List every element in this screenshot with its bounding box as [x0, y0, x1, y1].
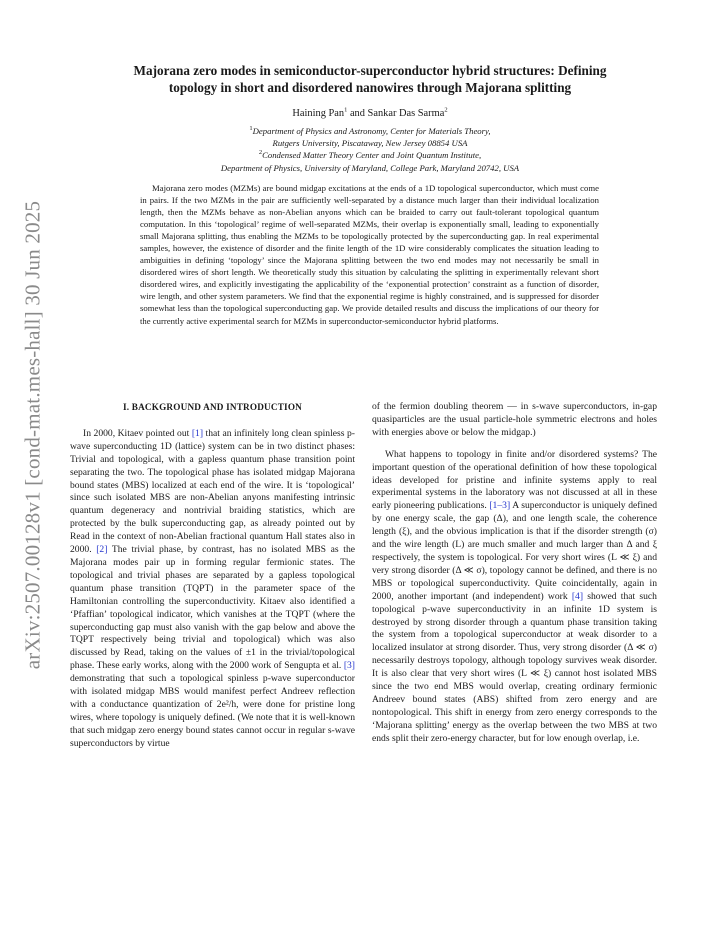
affiliation-2-line-1: [60, 149, 680, 161]
left-column: [70, 401, 355, 751]
affiliations: [60, 125, 680, 174]
title-line-2: topology in short and disordered nanowires through Majorana splitting: [168, 80, 572, 95]
citation-link-2[interactable]: [2]: [96, 544, 108, 556]
affiliation-1-line-1: [60, 125, 680, 137]
text-run: In 2000, Kitaev pointed out: [83, 427, 192, 439]
intro-paragraph-1-continued: of the fermion doubling theorem — in s-wave superconductors, in-gap quasiparticles are the usual particle-hole symmetric electrons and holes with energies above or below the midgap.): [372, 401, 657, 438]
citation-link-3[interactable]: [3]: [343, 660, 355, 672]
text-run: that an infinitely long clean spinless p-wave superconducting 1D (lattice) system can be in two distinct phases: Trivial and topological, with a gapless quantum phase transition point separating the two. The topological phase has isolated midgap Majorana bound states (MBS) localized at each end of the wire. It is ‘topological’ since such isolated MBS are non-Abelian anyons manifesting intrinsic quantum degeneracy and nontrivial braiding statistics, which are protected by the bulk superconducting gap, as already pointed out by Read in the context of non-Abelian fractional quantum Hall states also in 2000.: [70, 427, 355, 556]
citation-link-1[interactable]: [1]: [191, 427, 204, 439]
affiliation-2-line-2: Department of Physics, University of Maryland, College Park, Maryland 20742, USA: [220, 162, 520, 173]
arxiv-identifier-text: arXiv:2507.00128v1 [cond-mat.mes-hall] 30 Jun 2025: [20, 200, 45, 670]
author-1-affil-mark: 1: [344, 106, 348, 114]
intro-paragraph-1: [70, 428, 355, 751]
text-run: The trivial phase, by contrast, has no isolated MBS as the Majorana modes pair up in forming regular fermionic states. The topological and trivial phases are separated by a gapless topological quantum phase transition (TQPT) in the parameter space of the Hamiltonian controlling the superconductivity. Kitaev also identified a ‘Pfaffian’ topological indicator, which vanishes at the TQPT (where the superconducting gap must also vanish with the gap below and above the TQPT respectively being trivial and topological) which was also discussed by Read, taking on the values of ±1 in the trivial/topological phase. These early works, along with the 2000 work of Sengupta et al.: [70, 544, 355, 672]
affiliation-2-text: Condensed Matter Theory Center and Joint Quantum Institute,: [262, 150, 482, 161]
intro-paragraph-2: [372, 449, 657, 746]
citation-link-4[interactable]: [4]: [571, 590, 584, 602]
text-run: showed that such topological p-wave superconductivity in an infinite 1D system is destroyed by strong disorder through a quantum phase transition taking the system from a topological superconductor at weak disorder to a localized insulator at strong disorder. Thus, very strong disorder (Δ ≪ σ) necessarily destroys topology, although topology survives weak disorder. It is also clear that very short wires (L ≪ ξ) cannot host isolated MBS since the two end MBS would overlap, creating ordinary fermionic Andreev bound states (ABS) shifted from zero energy and are nontopological. This shift in energy from zero energy corresponds to the ‘Majorana splitting’ energy as the overlap between the two MBS at two ends split their zero-energy character, but for low enough overlap, i.e.: [372, 590, 657, 744]
author-list: [60, 108, 680, 119]
text-run: A superconductor is uniquely defined by one energy scale, the gap (Δ), and one length scale, the coherence length (ξ), and the obvious implication is that if the disorder strength (σ) and the wire length (L) are much smaller and much larger than Δ and ξ respectively, the system is topological. For very short wires (L ≪ ξ) and very strong disorder (Δ ≪ σ), topology cannot be defined, and there is no MBS or topological superconductivity. Quite coincidentally, again in 2000, another important (and independent) work: [372, 500, 657, 602]
section-heading: I. BACKGROUND AND INTRODUCTION: [122, 402, 303, 412]
affiliation-1-mark: 1: [249, 125, 253, 133]
abstract: Majorana zero modes (MZMs) are bound midgap excitations at the ends of a 1D topological superconductor, which must come in pairs. If the two MZMs in the pair are sufficiently well-separated by a distance much larger than their individual localization length, then the MZMs behave as non-Abelian anyons which can be braided to carry out fault-tolerant topological quantum computation. In this ‘topological’ regime of well-separated MZMs, their overlap is exponentially small, leading to exponentially small Majorana splitting, thus enabling the MZMs to be topologically protected by the superconducting gap. In real experimental samples, however, the existence of disorder and the finite length of the 1D wire considerably complicates the situation leading to ambiguities in defining ‘topology’ since the Majorana splitting between the two end modes may not necessarily be small in disordered wires of short length. We theoretically study this situation by calculating the splitting in experimentally relevant short disordered wires, and explicitly investigating the applicability of the ‘exponential protection’ constraint as a function of disorder, wire length, and other system parameters. We find that the exponential regime is highly constrained, and is suppressed for disorder somewhat less than the topological superconducting gap. We provide detailed results and discuss the implications of our theory for the currently active experimental search for MZMs in superconductor-semiconductor hybrid platforms.: [140, 183, 599, 326]
paper-title: [60, 62, 680, 96]
title-line-1: Majorana zero modes in semiconductor-superconductor hybrid structures: Defining: [133, 63, 607, 78]
affiliation-1-line-2: Rutgers University, Piscataway, New Jersey 08854 USA: [272, 138, 468, 149]
text-run: demonstrating that such a topological spinless p-wave superconductor with isolated midgap MBS would manifest perfect Andreev reflection with a conductance quantization of 2e²/h, were done for pristine long wires, where topology is uniquely defined. (We note that it is well-known that such midgap zero energy bound states cannot occur in regular s-wave superconductors by virtue: [70, 673, 355, 749]
right-column: [372, 401, 657, 746]
affiliation-2-mark: 2: [258, 149, 263, 157]
author-1: Haining Pan: [292, 108, 345, 119]
author-2: Sankar Das Sarma: [367, 108, 445, 119]
arxiv-identifier-stamp: [8, 200, 58, 670]
citation-link-1-3[interactable]: [1–3]: [489, 500, 511, 512]
author-2-affil-mark: 2: [444, 106, 448, 114]
affiliation-1-text: Department of Physics and Astronomy, Center for Materials Theory,: [252, 126, 491, 136]
text-run: What happens to topology in finite and/or disordered systems? The important question of the operational definition of how these topological ideas developed for pristine and infinite systems apply to real experimental systems in the laboratory was not discussed at all in these early pioneering publications.: [372, 448, 657, 512]
author-conjunction: and: [347, 108, 368, 119]
